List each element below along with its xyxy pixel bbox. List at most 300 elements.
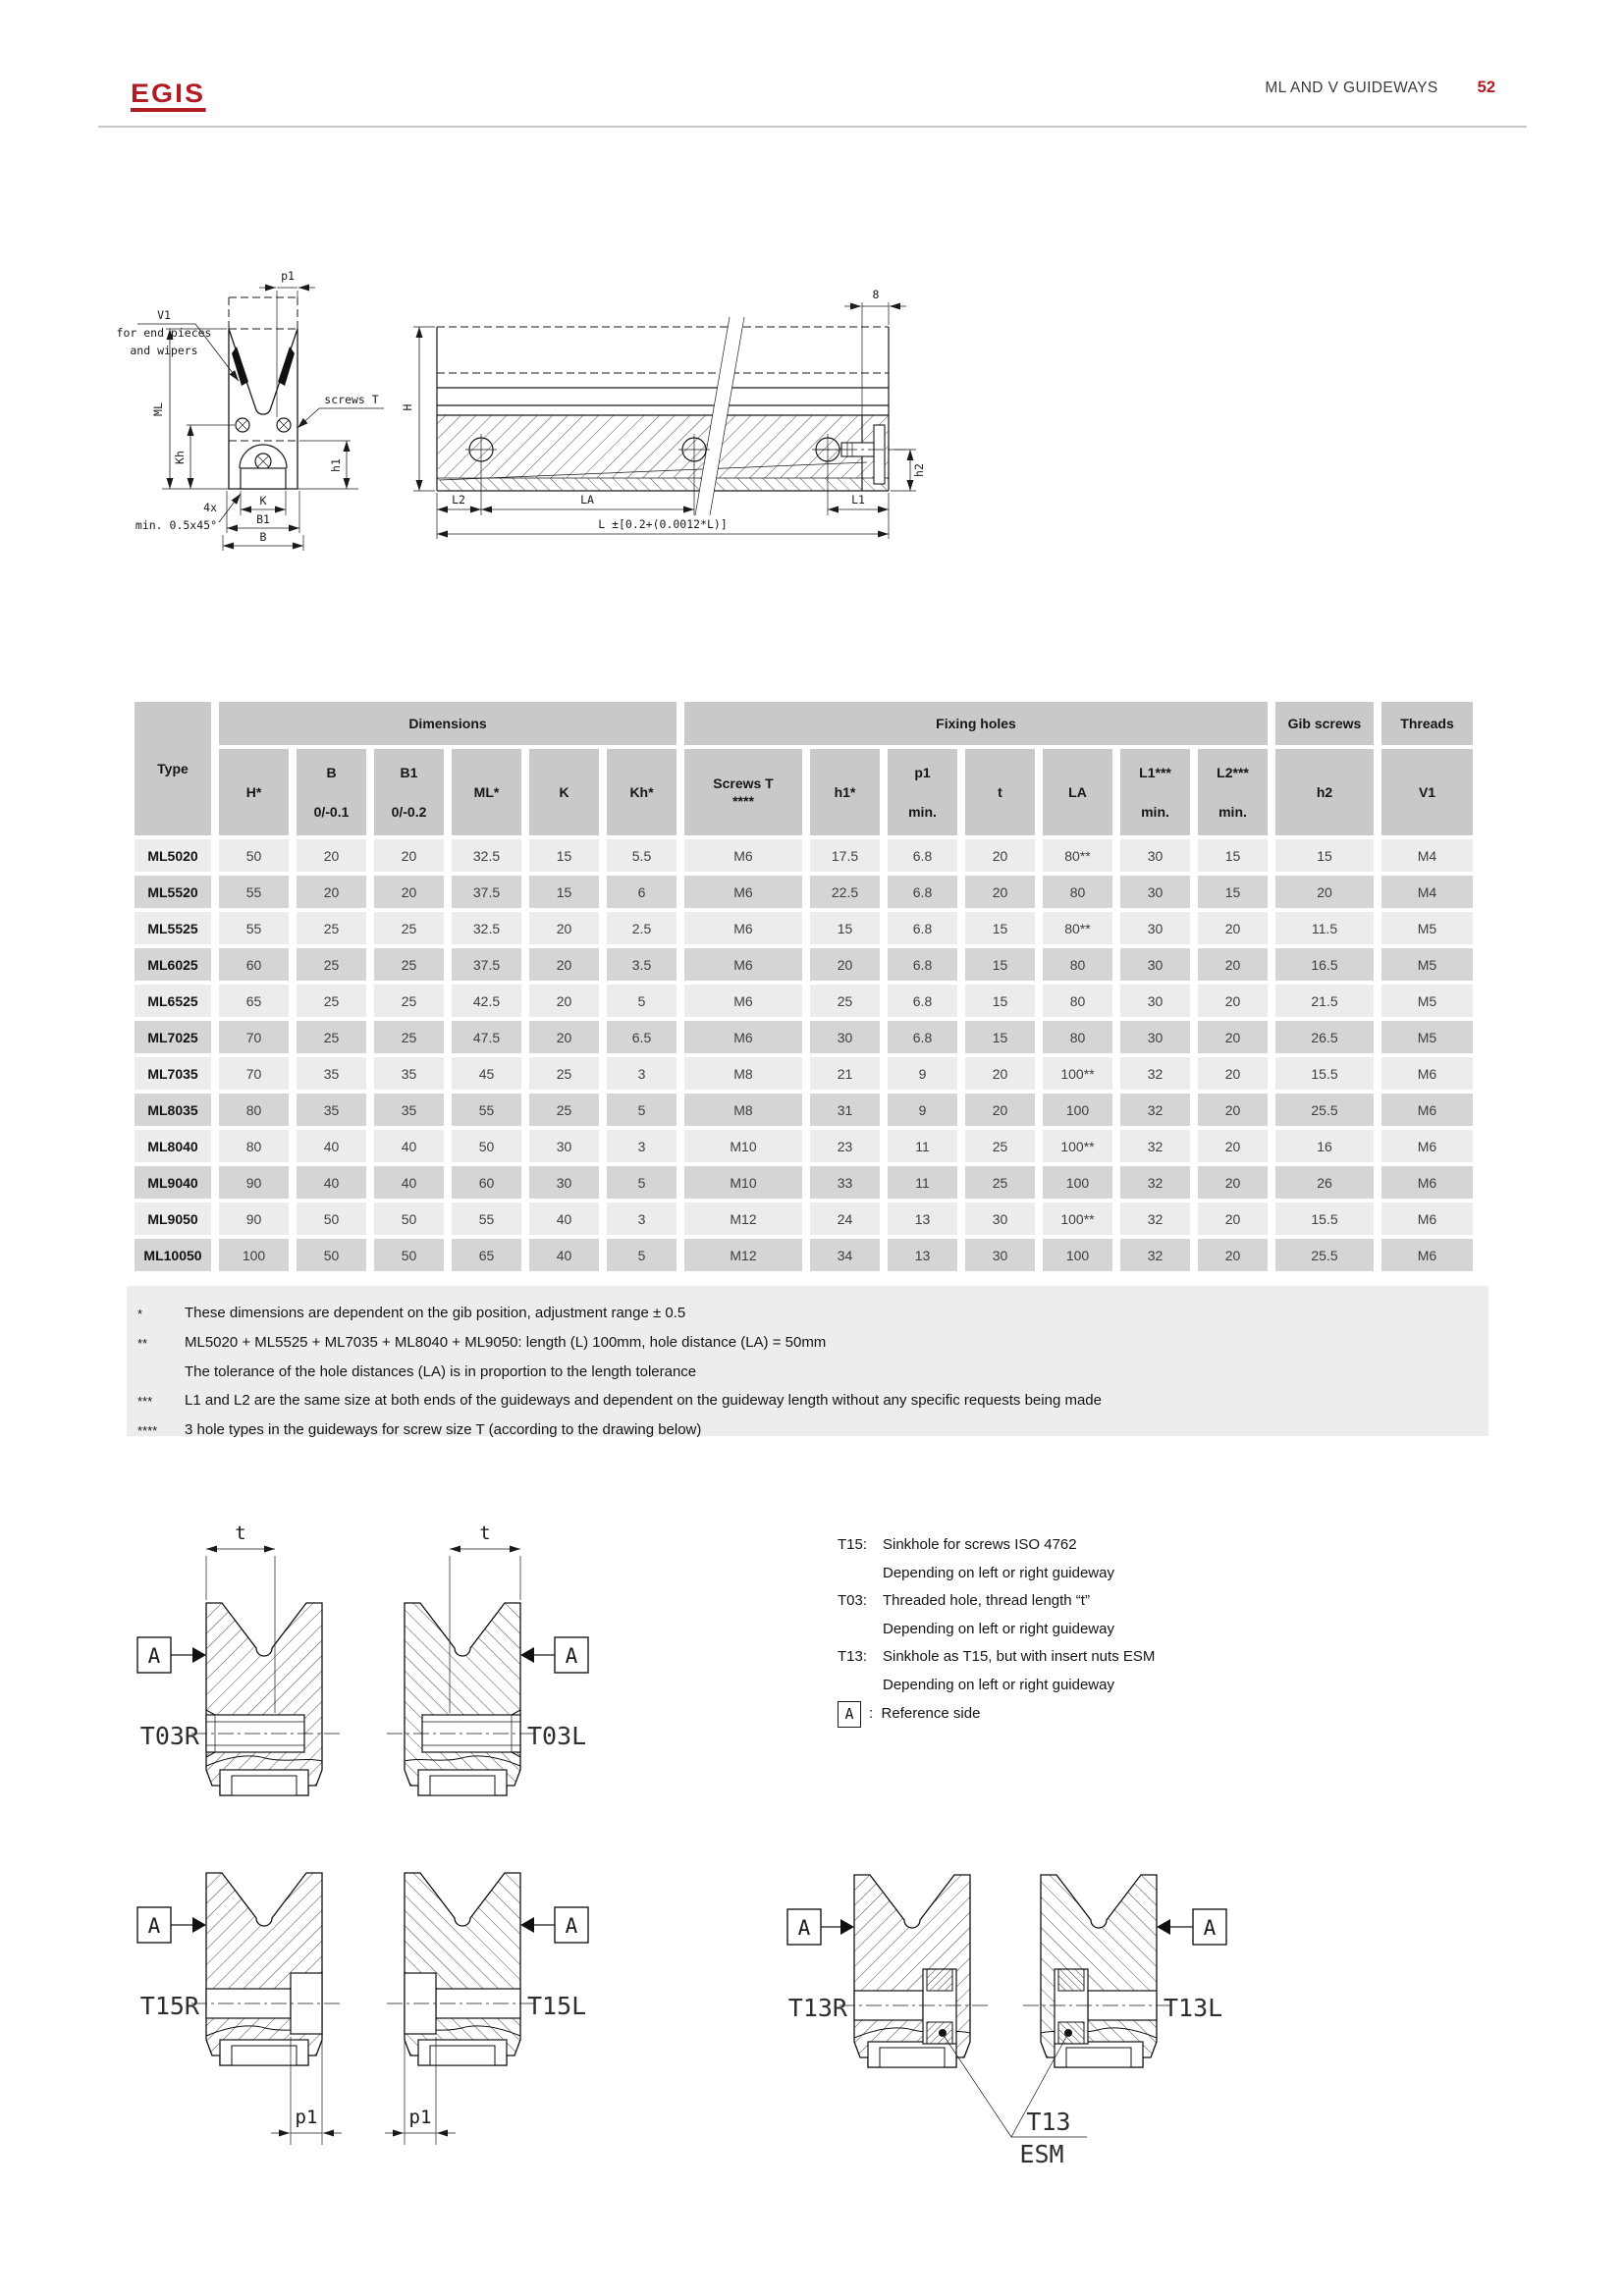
cell: M6	[1381, 1094, 1473, 1126]
subheader-col-h1	[810, 749, 880, 835]
table-row	[135, 876, 1473, 908]
cell: 15.5	[1275, 1202, 1374, 1235]
footnote-text: These dimensions are dependent on the gib position, adjustment range ± 0.5	[185, 1305, 686, 1321]
row-type: ML6525	[135, 985, 211, 1017]
cell: 6.8	[888, 1021, 957, 1053]
table-row	[135, 1130, 1473, 1162]
legend-entry	[838, 1560, 1348, 1588]
cell: 20	[810, 948, 880, 981]
cell: 40	[529, 1202, 599, 1235]
dim-ml-label: ML	[151, 402, 165, 416]
dim-l1-label: L1	[851, 493, 865, 507]
subheader-col-b	[297, 749, 366, 835]
reference-text: Reference side	[881, 1705, 981, 1722]
legend-entry	[838, 1672, 1348, 1700]
cell: 40	[374, 1130, 444, 1162]
reference-arrow-icon	[192, 1917, 206, 1933]
side-view	[401, 288, 926, 539]
col-sublabel: min.	[1141, 804, 1169, 820]
cell: 32	[1120, 1239, 1190, 1271]
cell: 25	[810, 985, 880, 1017]
group-threads: Threads	[1381, 702, 1473, 745]
cell: 25	[374, 985, 444, 1017]
cell: 13	[888, 1202, 957, 1235]
cell: 100**	[1043, 1057, 1112, 1090]
cell: M5	[1381, 912, 1473, 944]
legend-text: Depending on left or right guideway	[883, 1564, 1114, 1581]
cell: 16.5	[1275, 948, 1374, 981]
cell: 15	[1198, 839, 1268, 872]
subheader-col-v1	[1381, 749, 1473, 835]
footnote	[137, 1328, 1469, 1358]
cell: 25.5	[1275, 1239, 1374, 1271]
subheader-col-b1	[374, 749, 444, 835]
subheader-col-k	[529, 749, 599, 835]
cell: 30	[810, 1021, 880, 1053]
cell: 32	[1120, 1130, 1190, 1162]
cell: 15	[529, 839, 599, 872]
cell: 25	[297, 1021, 366, 1053]
cell: 20	[1198, 948, 1268, 981]
dim-t-label: t	[479, 1522, 491, 1544]
footnote-marker	[137, 1358, 185, 1386]
cell: 80**	[1043, 839, 1112, 872]
cell: 45	[452, 1057, 521, 1090]
footnote	[137, 1358, 1469, 1386]
label-t15r: T15R	[139, 1992, 199, 2020]
col-sublabel: min.	[908, 804, 937, 820]
row-type: ML9050	[135, 1202, 211, 1235]
profile-t13l	[1019, 1875, 1226, 2067]
cell: 42.5	[452, 985, 521, 1017]
row-type: ML9040	[135, 1166, 211, 1199]
cell: 20	[374, 876, 444, 908]
cell: 50	[297, 1239, 366, 1271]
dim-p1-label: p1	[281, 269, 295, 283]
cell: 32	[1120, 1094, 1190, 1126]
cell: 20	[1198, 1021, 1268, 1053]
dimension-table	[127, 698, 1481, 1275]
table-row	[135, 1021, 1473, 1053]
cell: 30	[1120, 839, 1190, 872]
reference-symbol: A	[147, 1644, 161, 1668]
cell: 2.5	[607, 912, 677, 944]
cell: 23	[810, 1130, 880, 1162]
cell: 5	[607, 1094, 677, 1126]
footnote-text: 3 hole types in the guideways for screw size T (according to the drawing below)	[185, 1421, 702, 1438]
reference-symbol: A	[565, 1644, 578, 1668]
dim-k-label: K	[259, 494, 267, 507]
cell: 60	[452, 1166, 521, 1199]
cell: M6	[1381, 1057, 1473, 1090]
cell: 30	[965, 1202, 1035, 1235]
cell: 55	[219, 876, 289, 908]
footnote	[137, 1386, 1469, 1415]
cell: 55	[452, 1094, 521, 1126]
cell: 20	[529, 948, 599, 981]
reference-symbol: A	[147, 1914, 161, 1938]
cell: M5	[1381, 948, 1473, 981]
row-type: ML7025	[135, 1021, 211, 1053]
col-label: ML*	[473, 784, 500, 800]
cell: 70	[219, 1021, 289, 1053]
cell: 9	[888, 1094, 957, 1126]
cell: 50	[374, 1202, 444, 1235]
subheader-col-l2	[1198, 749, 1268, 835]
cell: 100	[219, 1239, 289, 1271]
label-t13l: T13L	[1164, 1994, 1223, 2022]
chamfer-note-2: min. 0.5x45°	[135, 518, 217, 532]
table-row	[135, 912, 1473, 944]
cell: 15	[1198, 876, 1268, 908]
col-sublabel: min.	[1218, 804, 1247, 820]
cell: 20	[965, 1094, 1035, 1126]
cell: 20	[529, 985, 599, 1017]
cell: 24	[810, 1202, 880, 1235]
dim-kh-label: Kh	[173, 451, 187, 464]
group-dimensions: Dimensions	[219, 702, 677, 745]
table-row	[135, 1239, 1473, 1271]
cell: M4	[1381, 839, 1473, 872]
col-label: Kh*	[629, 784, 654, 800]
cell: 6.8	[888, 948, 957, 981]
page-number: 52	[1477, 79, 1495, 96]
table-row	[135, 1166, 1473, 1199]
cell: 80	[219, 1130, 289, 1162]
guideway-dimension-drawing	[93, 172, 957, 589]
table-row	[135, 1202, 1473, 1235]
col-label: h1*	[834, 784, 856, 800]
cell: 40	[529, 1239, 599, 1271]
legend-text: Depending on left or right guideway	[883, 1676, 1114, 1693]
cell: 33	[810, 1166, 880, 1199]
cell: 26.5	[1275, 1021, 1374, 1053]
cell: 60	[219, 948, 289, 981]
cell: 80	[1043, 948, 1112, 981]
cell: 6.8	[888, 876, 957, 908]
cell: M10	[684, 1166, 802, 1199]
cell: 25	[297, 985, 366, 1017]
cell: 80	[1043, 876, 1112, 908]
cell: 30	[1120, 985, 1190, 1017]
cell: 80	[1043, 985, 1112, 1017]
table-row	[135, 1057, 1473, 1090]
col-label: Screws T	[713, 775, 774, 791]
cell: 30	[1120, 1021, 1190, 1053]
dim-h-label: H	[401, 403, 414, 411]
cell: 5	[607, 985, 677, 1017]
subheader-col-h	[219, 749, 289, 835]
cell: 32	[1120, 1202, 1190, 1235]
cell: 35	[374, 1094, 444, 1126]
cell: 80	[219, 1094, 289, 1126]
cell: 90	[219, 1202, 289, 1235]
header-right	[980, 79, 1495, 97]
cell: M5	[1381, 1021, 1473, 1053]
col-label: L1***	[1139, 765, 1171, 780]
cell: 20	[1198, 1094, 1268, 1126]
reference-arrow-icon	[840, 1919, 854, 1935]
cell: 50	[374, 1239, 444, 1271]
col-sublabel: ****	[732, 793, 754, 809]
row-type: ML10050	[135, 1239, 211, 1271]
reference-box-icon	[838, 1701, 861, 1728]
legend-term: T13:	[838, 1648, 868, 1665]
cell: 50	[452, 1130, 521, 1162]
dim-h1-label: h1	[329, 458, 343, 472]
cell: M10	[684, 1130, 802, 1162]
cell: 3	[607, 1202, 677, 1235]
legend-term	[838, 1560, 883, 1588]
cell: 11	[888, 1130, 957, 1162]
cell: 15	[965, 1021, 1035, 1053]
row-type: ML6025	[135, 948, 211, 981]
cell: 15	[965, 948, 1035, 981]
dim-p1-label: p1	[408, 2107, 432, 2128]
cell: 100**	[1043, 1130, 1112, 1162]
gib-slot	[874, 425, 885, 484]
group-gib-screws: Gib screws	[1275, 702, 1374, 745]
cell: 5	[607, 1166, 677, 1199]
cell: 25	[297, 912, 366, 944]
reference-symbol: A	[844, 1705, 854, 1723]
cell: 20	[1275, 876, 1374, 908]
cell: 100**	[1043, 1202, 1112, 1235]
cell: 25	[965, 1166, 1035, 1199]
col-label: p1	[914, 765, 931, 780]
cell: 20	[529, 1021, 599, 1053]
reference-symbol: A	[797, 1916, 811, 1940]
dim-h2-label: h2	[912, 463, 926, 477]
legend-text: Threaded hole, thread length “t”	[883, 1592, 1090, 1609]
cell: 30	[1120, 948, 1190, 981]
cell: 55	[219, 912, 289, 944]
callout-esm: ESM	[1019, 2140, 1064, 2168]
table-row	[135, 948, 1473, 981]
cell: 55	[452, 1202, 521, 1235]
cell: 15	[810, 912, 880, 944]
cell: 100	[1043, 1094, 1112, 1126]
cell: 40	[374, 1166, 444, 1199]
cell: M6	[1381, 1202, 1473, 1235]
cell: M6	[684, 1021, 802, 1053]
reference-arrow-icon	[520, 1647, 534, 1663]
cell: 20	[297, 839, 366, 872]
label-t13r: T13R	[787, 1994, 847, 2022]
col-sublabel: 0/-0.2	[391, 804, 427, 820]
subheader-col-l1	[1120, 749, 1190, 835]
cell: 25	[297, 948, 366, 981]
cell: 5	[607, 1239, 677, 1271]
col-label: B1	[400, 765, 418, 780]
cell: 13	[888, 1239, 957, 1271]
dim-b1-label: B1	[256, 512, 270, 526]
cell: 65	[219, 985, 289, 1017]
dim-p1-label: p1	[295, 2107, 318, 2128]
cell: 11.5	[1275, 912, 1374, 944]
cell: 50	[297, 1202, 366, 1235]
cell: 37.5	[452, 876, 521, 908]
cell: 9	[888, 1057, 957, 1090]
label-t15l: T15L	[527, 1992, 587, 2020]
cell: 35	[374, 1057, 444, 1090]
chamfer-note-1: 4x	[203, 501, 217, 514]
reference-arrow-icon	[192, 1647, 206, 1663]
cell: 6.8	[888, 985, 957, 1017]
cell: 25	[529, 1057, 599, 1090]
cell: 32	[1120, 1166, 1190, 1199]
dim-l-total-label: L ±[0.2+(0.0012*L)]	[598, 517, 728, 531]
cell: 17.5	[810, 839, 880, 872]
reference-symbol: A	[1203, 1916, 1217, 1940]
dim-b-label: B	[259, 530, 267, 544]
legend-text: Sinkhole for screws ISO 4762	[883, 1536, 1077, 1553]
cell: 32.5	[452, 912, 521, 944]
reference-symbol: A	[565, 1914, 578, 1938]
legend-reference-row	[838, 1700, 1348, 1729]
cell: 20	[1198, 1202, 1268, 1235]
cell: 21	[810, 1057, 880, 1090]
cell: 25	[529, 1094, 599, 1126]
col-label: V1	[1418, 784, 1436, 800]
dim-l2-label: L2	[452, 493, 465, 507]
cell: 15.5	[1275, 1057, 1374, 1090]
cell: M6	[1381, 1239, 1473, 1271]
cell: M8	[684, 1094, 802, 1126]
cell: M6	[1381, 1130, 1473, 1162]
dim-la-label: LA	[580, 493, 594, 507]
cell: 20	[1198, 1130, 1268, 1162]
col-type: Type	[135, 702, 211, 835]
cell: 100	[1043, 1166, 1112, 1199]
cell: 15	[965, 985, 1035, 1017]
row-type: ML7035	[135, 1057, 211, 1090]
cell: 6.8	[888, 839, 957, 872]
cell: M6	[684, 912, 802, 944]
cell: M8	[684, 1057, 802, 1090]
col-label: K	[559, 784, 569, 800]
footnotes	[127, 1286, 1489, 1436]
cell: 31	[810, 1094, 880, 1126]
legend-entry	[838, 1616, 1348, 1644]
profile-t03r	[137, 1522, 344, 1795]
reference-arrow-icon	[1157, 1919, 1170, 1935]
cell: 20	[965, 876, 1035, 908]
cell: 11	[888, 1166, 957, 1199]
cell: 15	[529, 876, 599, 908]
col-sublabel: 0/-0.1	[313, 804, 350, 820]
cell: 35	[297, 1057, 366, 1090]
cell: 25	[374, 912, 444, 944]
legend-text: Sinkhole as T15, but with insert nuts ESM	[883, 1648, 1156, 1665]
col-label: h2	[1316, 784, 1333, 800]
cell: 40	[297, 1130, 366, 1162]
row-type: ML5020	[135, 839, 211, 872]
cell: 30	[1120, 912, 1190, 944]
cell: 20	[1198, 985, 1268, 1017]
table-row	[135, 1094, 1473, 1126]
cell: 26	[1275, 1166, 1374, 1199]
label-t03r: T03R	[139, 1722, 199, 1750]
legend-entry	[838, 1587, 1348, 1616]
cell: 20	[965, 1057, 1035, 1090]
cell: 35	[297, 1094, 366, 1126]
subheader-col-p1	[888, 749, 957, 835]
row-type: ML5520	[135, 876, 211, 908]
cell: 65	[452, 1239, 521, 1271]
cell: M6	[684, 985, 802, 1017]
cell: M6	[684, 876, 802, 908]
v1-note-1: for end pieces	[116, 326, 212, 340]
legend-entry	[838, 1643, 1348, 1672]
col-label: L2***	[1217, 765, 1249, 780]
cell: 25.5	[1275, 1094, 1374, 1126]
dim-t-label: t	[235, 1522, 246, 1544]
subheader-col-h2	[1275, 749, 1374, 835]
egis-logo: EGIS	[131, 80, 205, 112]
cell: 6.8	[888, 912, 957, 944]
cell: M12	[684, 1202, 802, 1235]
subheader-col-kh	[607, 749, 677, 835]
footnote	[137, 1299, 1469, 1328]
col-label: H*	[245, 784, 262, 800]
cell: 37.5	[452, 948, 521, 981]
cell: 40	[297, 1166, 366, 1199]
cell: 90	[219, 1166, 289, 1199]
cell: 3.5	[607, 948, 677, 981]
cell: 20	[1198, 1166, 1268, 1199]
footnote-marker: ****	[137, 1423, 158, 1438]
cell: 6.5	[607, 1021, 677, 1053]
cell: 80**	[1043, 912, 1112, 944]
cell: 20	[1198, 1239, 1268, 1271]
cell: 50	[219, 839, 289, 872]
footnote	[137, 1415, 1469, 1445]
cell: M6	[684, 839, 802, 872]
subheader-col-la	[1043, 749, 1112, 835]
row-type: ML8040	[135, 1130, 211, 1162]
cell: 30	[1120, 876, 1190, 908]
cell: 25	[965, 1130, 1035, 1162]
profile-t15l	[383, 1873, 588, 2145]
legend-term	[838, 1672, 883, 1700]
table-group-header-row	[135, 702, 1473, 745]
cell: 30	[529, 1166, 599, 1199]
label-t03l: T03L	[527, 1722, 587, 1750]
cell: 25	[374, 1021, 444, 1053]
cell: M6	[684, 948, 802, 981]
cell: 16	[1275, 1130, 1374, 1162]
subheader-col-t	[965, 749, 1035, 835]
cell: 20	[529, 912, 599, 944]
legend-term	[838, 1616, 883, 1644]
col-label: t	[998, 784, 1002, 800]
footnote-marker: *	[137, 1307, 143, 1321]
cell: M5	[1381, 985, 1473, 1017]
cell: 20	[1198, 1057, 1268, 1090]
cell: 100	[1043, 1239, 1112, 1271]
subheader-col-ml	[452, 749, 521, 835]
cell: 5.5	[607, 839, 677, 872]
hole-type-legend	[838, 1531, 1348, 1729]
cell: M4	[1381, 876, 1473, 908]
section-title: ML AND V GUIDEWAYS	[1265, 80, 1438, 96]
footnote-text: The tolerance of the hole distances (LA) is in proportion to the length tolerance	[185, 1363, 697, 1380]
col-label: B	[326, 765, 337, 780]
cell: M12	[684, 1239, 802, 1271]
cross-section-view	[117, 269, 384, 551]
profile-t03l	[383, 1522, 588, 1795]
